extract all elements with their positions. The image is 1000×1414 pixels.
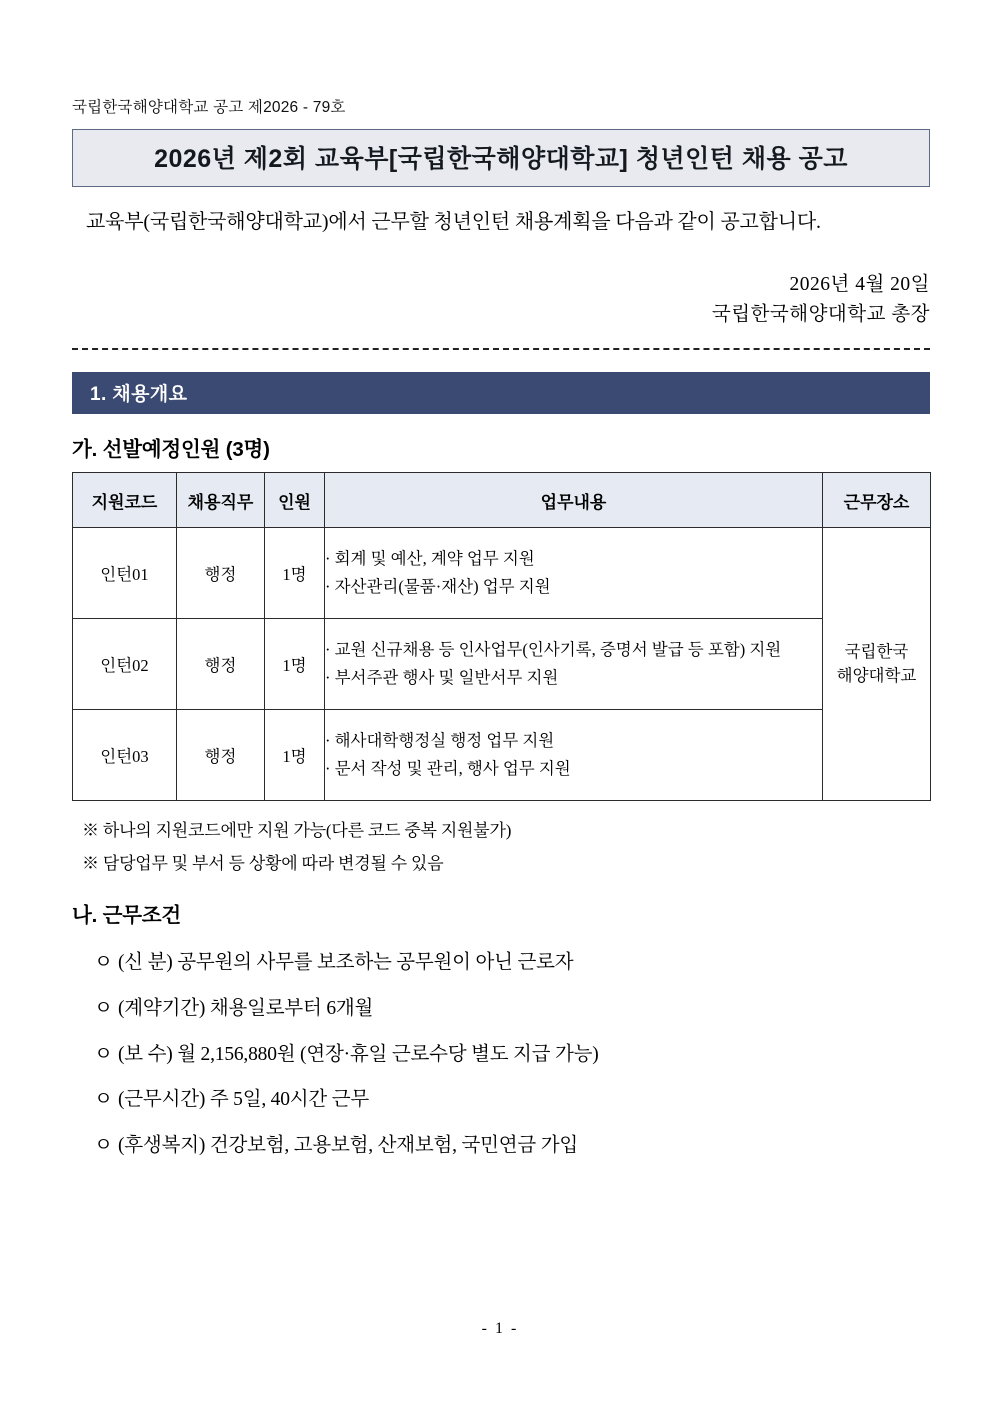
cell-count: 1명 bbox=[265, 710, 325, 801]
condition-label: (계약기간) bbox=[118, 997, 206, 1019]
workplace-line-2: 해양대학교 bbox=[836, 666, 917, 686]
cell-job: 행정 bbox=[177, 619, 265, 710]
divider bbox=[72, 348, 930, 350]
section-heading-1: 1. 채용개요 bbox=[72, 372, 930, 414]
circle-bullet-icon: ㅇ bbox=[94, 1089, 113, 1111]
column-header-count: 인원 bbox=[265, 473, 325, 528]
issue-date: 2026년 4월 20일 bbox=[789, 274, 930, 295]
condition-text: 월 2,156,880원 (연장·휴일 근로수당 별도 지급 가능) bbox=[177, 1043, 599, 1065]
cell-code: 인턴01 bbox=[73, 528, 177, 619]
condition-text: 주 5일, 40시간 근무 bbox=[209, 1089, 370, 1111]
list-item bbox=[94, 940, 930, 986]
document-number: 국립한국해양대학교 공고 제2026 - 79호 bbox=[72, 99, 346, 116]
cell-count: 1명 bbox=[265, 619, 325, 710]
column-header-duty: 업무내용 bbox=[325, 473, 823, 528]
list-item bbox=[94, 1032, 930, 1078]
circle-bullet-icon: ㅇ bbox=[94, 1043, 113, 1065]
subheading-b: 나. 근무조건 bbox=[72, 904, 182, 928]
list-item bbox=[94, 986, 930, 1032]
duty-line: · 자산관리(물품·재산) 업무 지원 bbox=[325, 577, 551, 597]
cell-code: 인턴02 bbox=[73, 619, 177, 710]
duty-line: · 교원 신규채용 등 인사업무(인사기록, 증명서 발급 등 포함) 지원 bbox=[325, 640, 782, 660]
page-title: 2026년 제2회 교육부[국립한국해양대학교] 청년인턴 채용 공고 bbox=[154, 145, 848, 173]
duty-line: · 해사대학행정실 행정 업무 지원 bbox=[325, 731, 555, 751]
circle-bullet-icon: ㅇ bbox=[94, 997, 113, 1019]
subheading-a: 가. 선발예정인원 (3명) bbox=[72, 438, 270, 462]
condition-label: (신 분) bbox=[118, 952, 173, 974]
issuer-name: 국립한국해양대학교 총장 bbox=[711, 304, 930, 326]
condition-label: (보 수) bbox=[118, 1043, 173, 1065]
workplace-line-1: 국립한국 bbox=[844, 641, 909, 661]
list-item bbox=[94, 1123, 930, 1169]
duty-line: · 부서주관 행사 및 일반서무 지원 bbox=[325, 668, 559, 688]
note-item: ※ 담당업무 및 부서 등 상황에 따라 변경될 수 있음 bbox=[82, 853, 444, 873]
table-notes bbox=[82, 815, 930, 880]
cell-duty bbox=[325, 619, 823, 710]
work-conditions-list bbox=[94, 940, 930, 1169]
duty-line: · 회계 및 예산, 계약 업무 지원 bbox=[325, 549, 535, 569]
duty-line: · 문서 작성 및 관리, 행사 업무 지원 bbox=[325, 759, 571, 779]
table-header-row bbox=[73, 473, 931, 528]
condition-text: 건강보험, 고용보험, 산재보험, 국민연금 가입 bbox=[209, 1135, 579, 1157]
lead-paragraph: 교육부(국립한국해양대학교)에서 근무할 청년인턴 채용계획을 다음과 같이 공고합니다. bbox=[86, 211, 821, 233]
cell-job: 행정 bbox=[177, 710, 265, 801]
condition-text: 채용일로부터 6개월 bbox=[209, 997, 374, 1019]
note-item: ※ 하나의 지원코드에만 지원 가능(다른 코드 중복 지원불가) bbox=[82, 821, 512, 841]
cell-count: 1명 bbox=[265, 528, 325, 619]
column-header-place: 근무장소 bbox=[823, 473, 931, 528]
column-header-job: 채용직무 bbox=[177, 473, 265, 528]
list-item bbox=[94, 1077, 930, 1123]
condition-label: (근무시간) bbox=[118, 1089, 206, 1111]
column-header-code: 지원코드 bbox=[73, 473, 177, 528]
document-title-bar bbox=[72, 129, 930, 187]
table-row bbox=[73, 528, 931, 619]
cell-job: 행정 bbox=[177, 528, 265, 619]
cell-code: 인턴03 bbox=[73, 710, 177, 801]
page-number: - 1 - bbox=[481, 1320, 519, 1337]
table-row bbox=[73, 619, 931, 710]
circle-bullet-icon: ㅇ bbox=[94, 1135, 113, 1157]
condition-text: 공무원의 사무를 보조하는 공무원이 아닌 근로자 bbox=[177, 952, 574, 974]
issuance-block bbox=[72, 270, 930, 330]
circle-bullet-icon: ㅇ bbox=[94, 952, 113, 974]
document-content bbox=[72, 95, 930, 1169]
table-row bbox=[73, 710, 931, 801]
recruitment-table bbox=[72, 472, 931, 801]
cell-duty bbox=[325, 528, 823, 619]
condition-label: (후생복지) bbox=[118, 1135, 206, 1157]
cell-duty bbox=[325, 710, 823, 801]
cell-workplace bbox=[823, 528, 931, 801]
